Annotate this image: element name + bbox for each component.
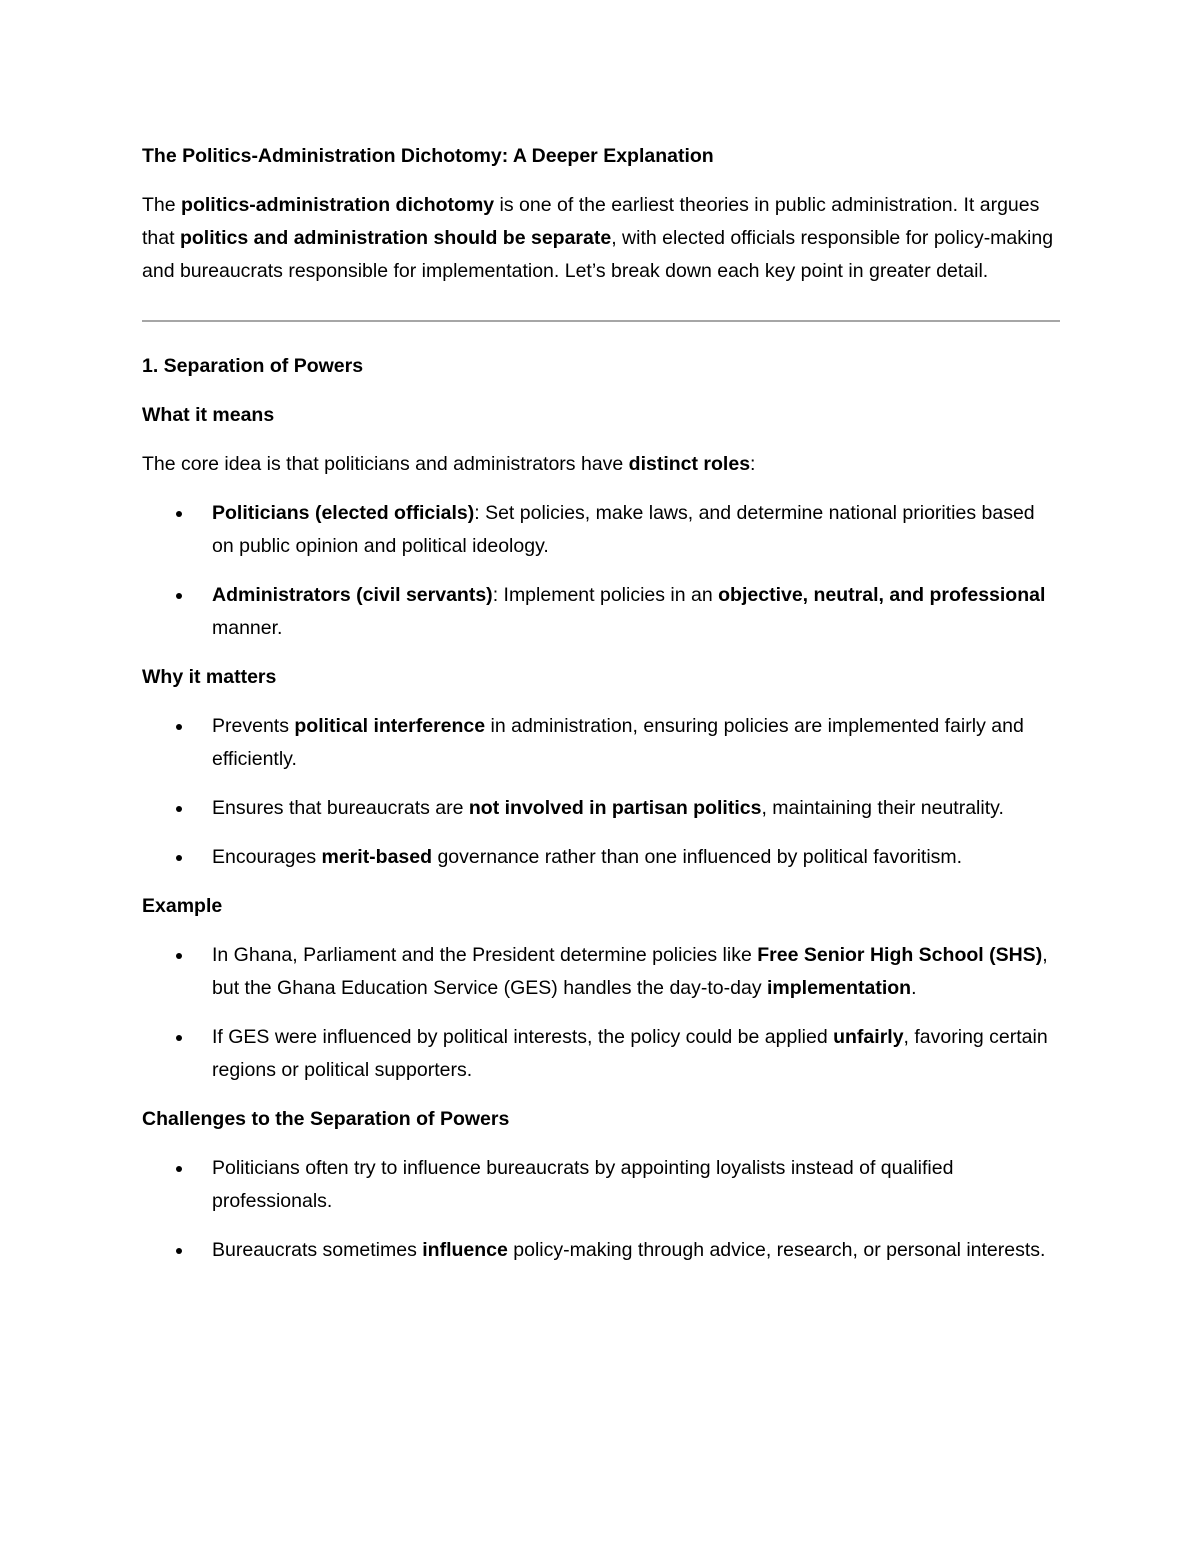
item-text: Ensures that bureaucrats are (212, 797, 469, 819)
item-bold: merit-based (321, 846, 433, 868)
intro-paragraph (142, 189, 1060, 288)
item-text: . (911, 977, 917, 999)
bullet-icon (176, 1248, 182, 1254)
item-text: Politicians often try to influence bureaucrats by appointing loyalists instead of qualified professionals. (212, 1157, 954, 1212)
list-item (142, 1152, 1060, 1218)
intro-text: The (142, 194, 182, 216)
item-text: If GES were influenced by political interests, the policy could be applied (212, 1026, 834, 1048)
document-title: The Politics-Administration Dichotomy: A Deeper Explanation (142, 145, 714, 167)
intro-bold-phrase: politics and administration should be separate (179, 227, 612, 249)
paragraph-text: The core idea is that politicians and administrators have (142, 453, 629, 475)
list-item (142, 939, 1060, 1005)
item-text: Prevents (212, 715, 295, 737)
bullet-icon (176, 511, 182, 517)
item-bold: implementation (767, 977, 912, 999)
bullet-icon (176, 953, 182, 959)
intro-bold-term: politics-administration dichotomy (181, 194, 495, 216)
bullet-icon (176, 1166, 182, 1172)
item-text: policy-making through advice, research, or personal interests. (507, 1239, 1046, 1261)
subheading-challenges: Challenges to the Separation of Powers (142, 1108, 510, 1130)
document-body (142, 140, 1060, 1283)
item-bold: Politicians (elected officials) (212, 502, 475, 524)
bullet-icon (176, 1035, 182, 1041)
item-text: governance rather than one influenced by political favoritism. (432, 846, 963, 868)
bullet-icon (176, 593, 182, 599)
subheading-example: Example (142, 895, 223, 917)
intro-text: is one of the earliest theories in public administration. It argues that (142, 194, 1040, 249)
list-item (142, 579, 1060, 645)
list-item (142, 497, 1060, 563)
paragraph-text: : (750, 453, 756, 475)
item-text: , but the Ghana Education Service (GES) handles the day-to-day (212, 944, 1048, 999)
subheading-why-it-matters: Why it matters (142, 666, 277, 688)
item-bold: political interference (294, 715, 486, 737)
horizontal-divider (142, 320, 1060, 322)
list-item (142, 1021, 1060, 1087)
list-item (142, 841, 1060, 874)
item-text: Bureaucrats sometimes (212, 1239, 423, 1261)
list-item (142, 1234, 1060, 1267)
item-bold: unfairly (833, 1026, 904, 1048)
item-bold: Administrators (civil servants) (212, 584, 493, 606)
bullet-icon (176, 724, 182, 730)
item-text: Encourages (212, 846, 322, 868)
list-item (142, 792, 1060, 825)
list-item (142, 710, 1060, 776)
item-text: : Implement policies in an (492, 584, 719, 606)
challenges-list (142, 1152, 1060, 1267)
item-bold: objective, neutral, and professional (718, 584, 1046, 606)
intro-text: , with elected officials responsible for policy-making and bureaucrats responsible for implementation. Let’s break down each key point in greater detail. (142, 227, 1054, 282)
item-bold: not involved in partisan politics (468, 797, 762, 819)
item-text: In Ghana, Parliament and the President determine policies like (212, 944, 758, 966)
bullet-icon (176, 855, 182, 861)
subheading-what-it-means: What it means (142, 404, 275, 426)
bullet-icon (176, 806, 182, 812)
why-list (142, 710, 1060, 874)
item-text: manner. (212, 617, 283, 639)
paragraph-bold: distinct roles (628, 453, 751, 475)
item-bold: influence (422, 1239, 508, 1261)
what-it-means-paragraph (142, 448, 1060, 481)
example-list (142, 939, 1060, 1087)
item-bold: Free Senior High School (SHS) (757, 944, 1043, 966)
section-heading: 1. Separation of Powers (142, 355, 364, 377)
item-text: : Set policies, make laws, and determine national priorities based on public opinion and political ideology. (212, 502, 1035, 557)
roles-list (142, 497, 1060, 645)
item-text: , favoring certain regions or political supporters. (212, 1026, 1048, 1081)
item-text: , maintaining their neutrality. (761, 797, 1004, 819)
item-text: in administration, ensuring policies are implemented fairly and efficiently. (212, 715, 1024, 770)
